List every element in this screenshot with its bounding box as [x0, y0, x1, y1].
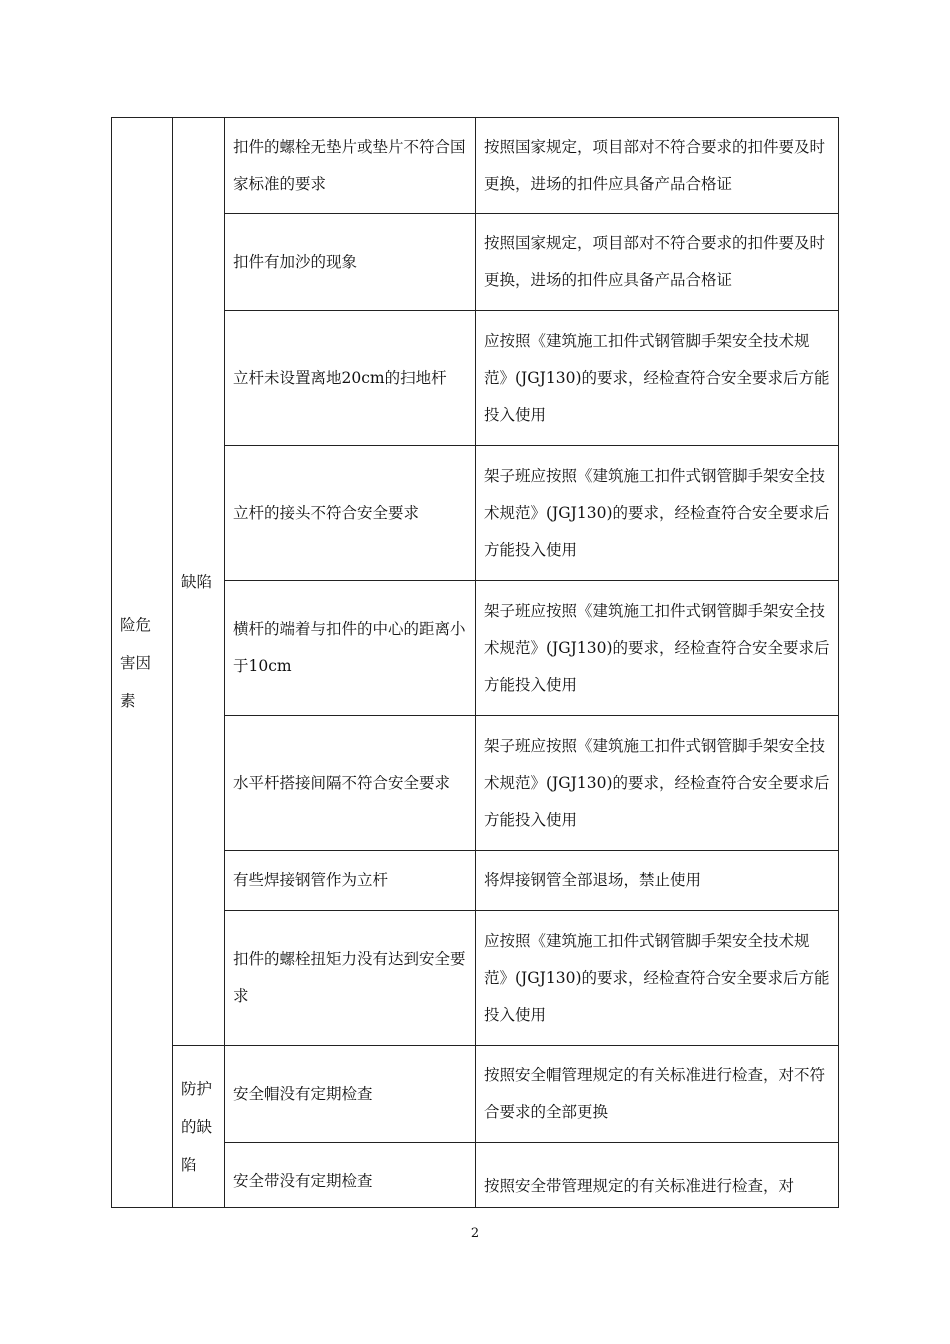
- hazard-cell: 水平杆搭接间隔不符合安全要求: [225, 716, 476, 851]
- hazard-cell: 扣件有加沙的现象: [225, 214, 476, 311]
- group-label: 缺陷: [181, 572, 213, 591]
- measure-cell: 架子班应按照《建筑施工扣件式钢管脚手架安全技术规范》(JGJ130)的要求，经检查符合安全要求后方能投入使用: [476, 581, 839, 716]
- page-number: 2: [470, 1226, 480, 1241]
- hazard-cell: 扣件的螺栓扭矩力没有达到安全要求: [225, 911, 476, 1046]
- category-label: 险危害因素: [120, 615, 152, 710]
- measure-cell: 将焊接钢管全部退场，禁止使用: [476, 851, 839, 911]
- group-label: 防护的缺陷: [181, 1079, 213, 1174]
- group-cell-protection: [173, 1046, 225, 1208]
- hazard-cell: 立杆未设置离地20cm的扫地杆: [225, 311, 476, 446]
- measure-cell: 按照安全帽管理规定的有关标准进行检查，对不符合要求的全部更换: [476, 1046, 839, 1143]
- hazard-cell: 横杆的端着与扣件的中心的距离小于10cm: [225, 581, 476, 716]
- hazard-cell: 安全帽没有定期检查: [225, 1046, 476, 1143]
- measure-cell: 架子班应按照《建筑施工扣件式钢管脚手架安全技术规范》(JGJ130)的要求，经检查符合安全要求后方能投入使用: [476, 446, 839, 581]
- hazard-cell: 有些焊接钢管作为立杆: [225, 851, 476, 911]
- measure-cell: 架子班应按照《建筑施工扣件式钢管脚手架安全技术规范》(JGJ130)的要求，经检查符合安全要求后方能投入使用: [476, 716, 839, 851]
- category-cell: [112, 118, 173, 1208]
- measure-cell: 按照国家规定，项目部对不符合要求的扣件要及时更换，进场的扣件应具备产品合格证: [476, 214, 839, 311]
- measure-cell: 应按照《建筑施工扣件式钢管脚手架安全技术规范》(JGJ130)的要求，经检查符合安全要求后方能投入使用: [476, 311, 839, 446]
- group-cell-defect: [173, 118, 225, 1046]
- hazard-table: [111, 117, 839, 1208]
- hazard-cell: 立杆的接头不符合安全要求: [225, 446, 476, 581]
- measure-cell: 应按照《建筑施工扣件式钢管脚手架安全技术规范》(JGJ130)的要求，经检查符合安全要求后方能投入使用: [476, 911, 839, 1046]
- hazard-cell: 安全带没有定期检查: [225, 1143, 476, 1208]
- measure-cell: 按照安全带管理规定的有关标准进行检查，对: [476, 1143, 839, 1208]
- hazard-cell: 扣件的螺栓无垫片或垫片不符合国家标准的要求: [225, 118, 476, 214]
- measure-cell: 按照国家规定，项目部对不符合要求的扣件要及时更换，进场的扣件应具备产品合格证: [476, 118, 839, 214]
